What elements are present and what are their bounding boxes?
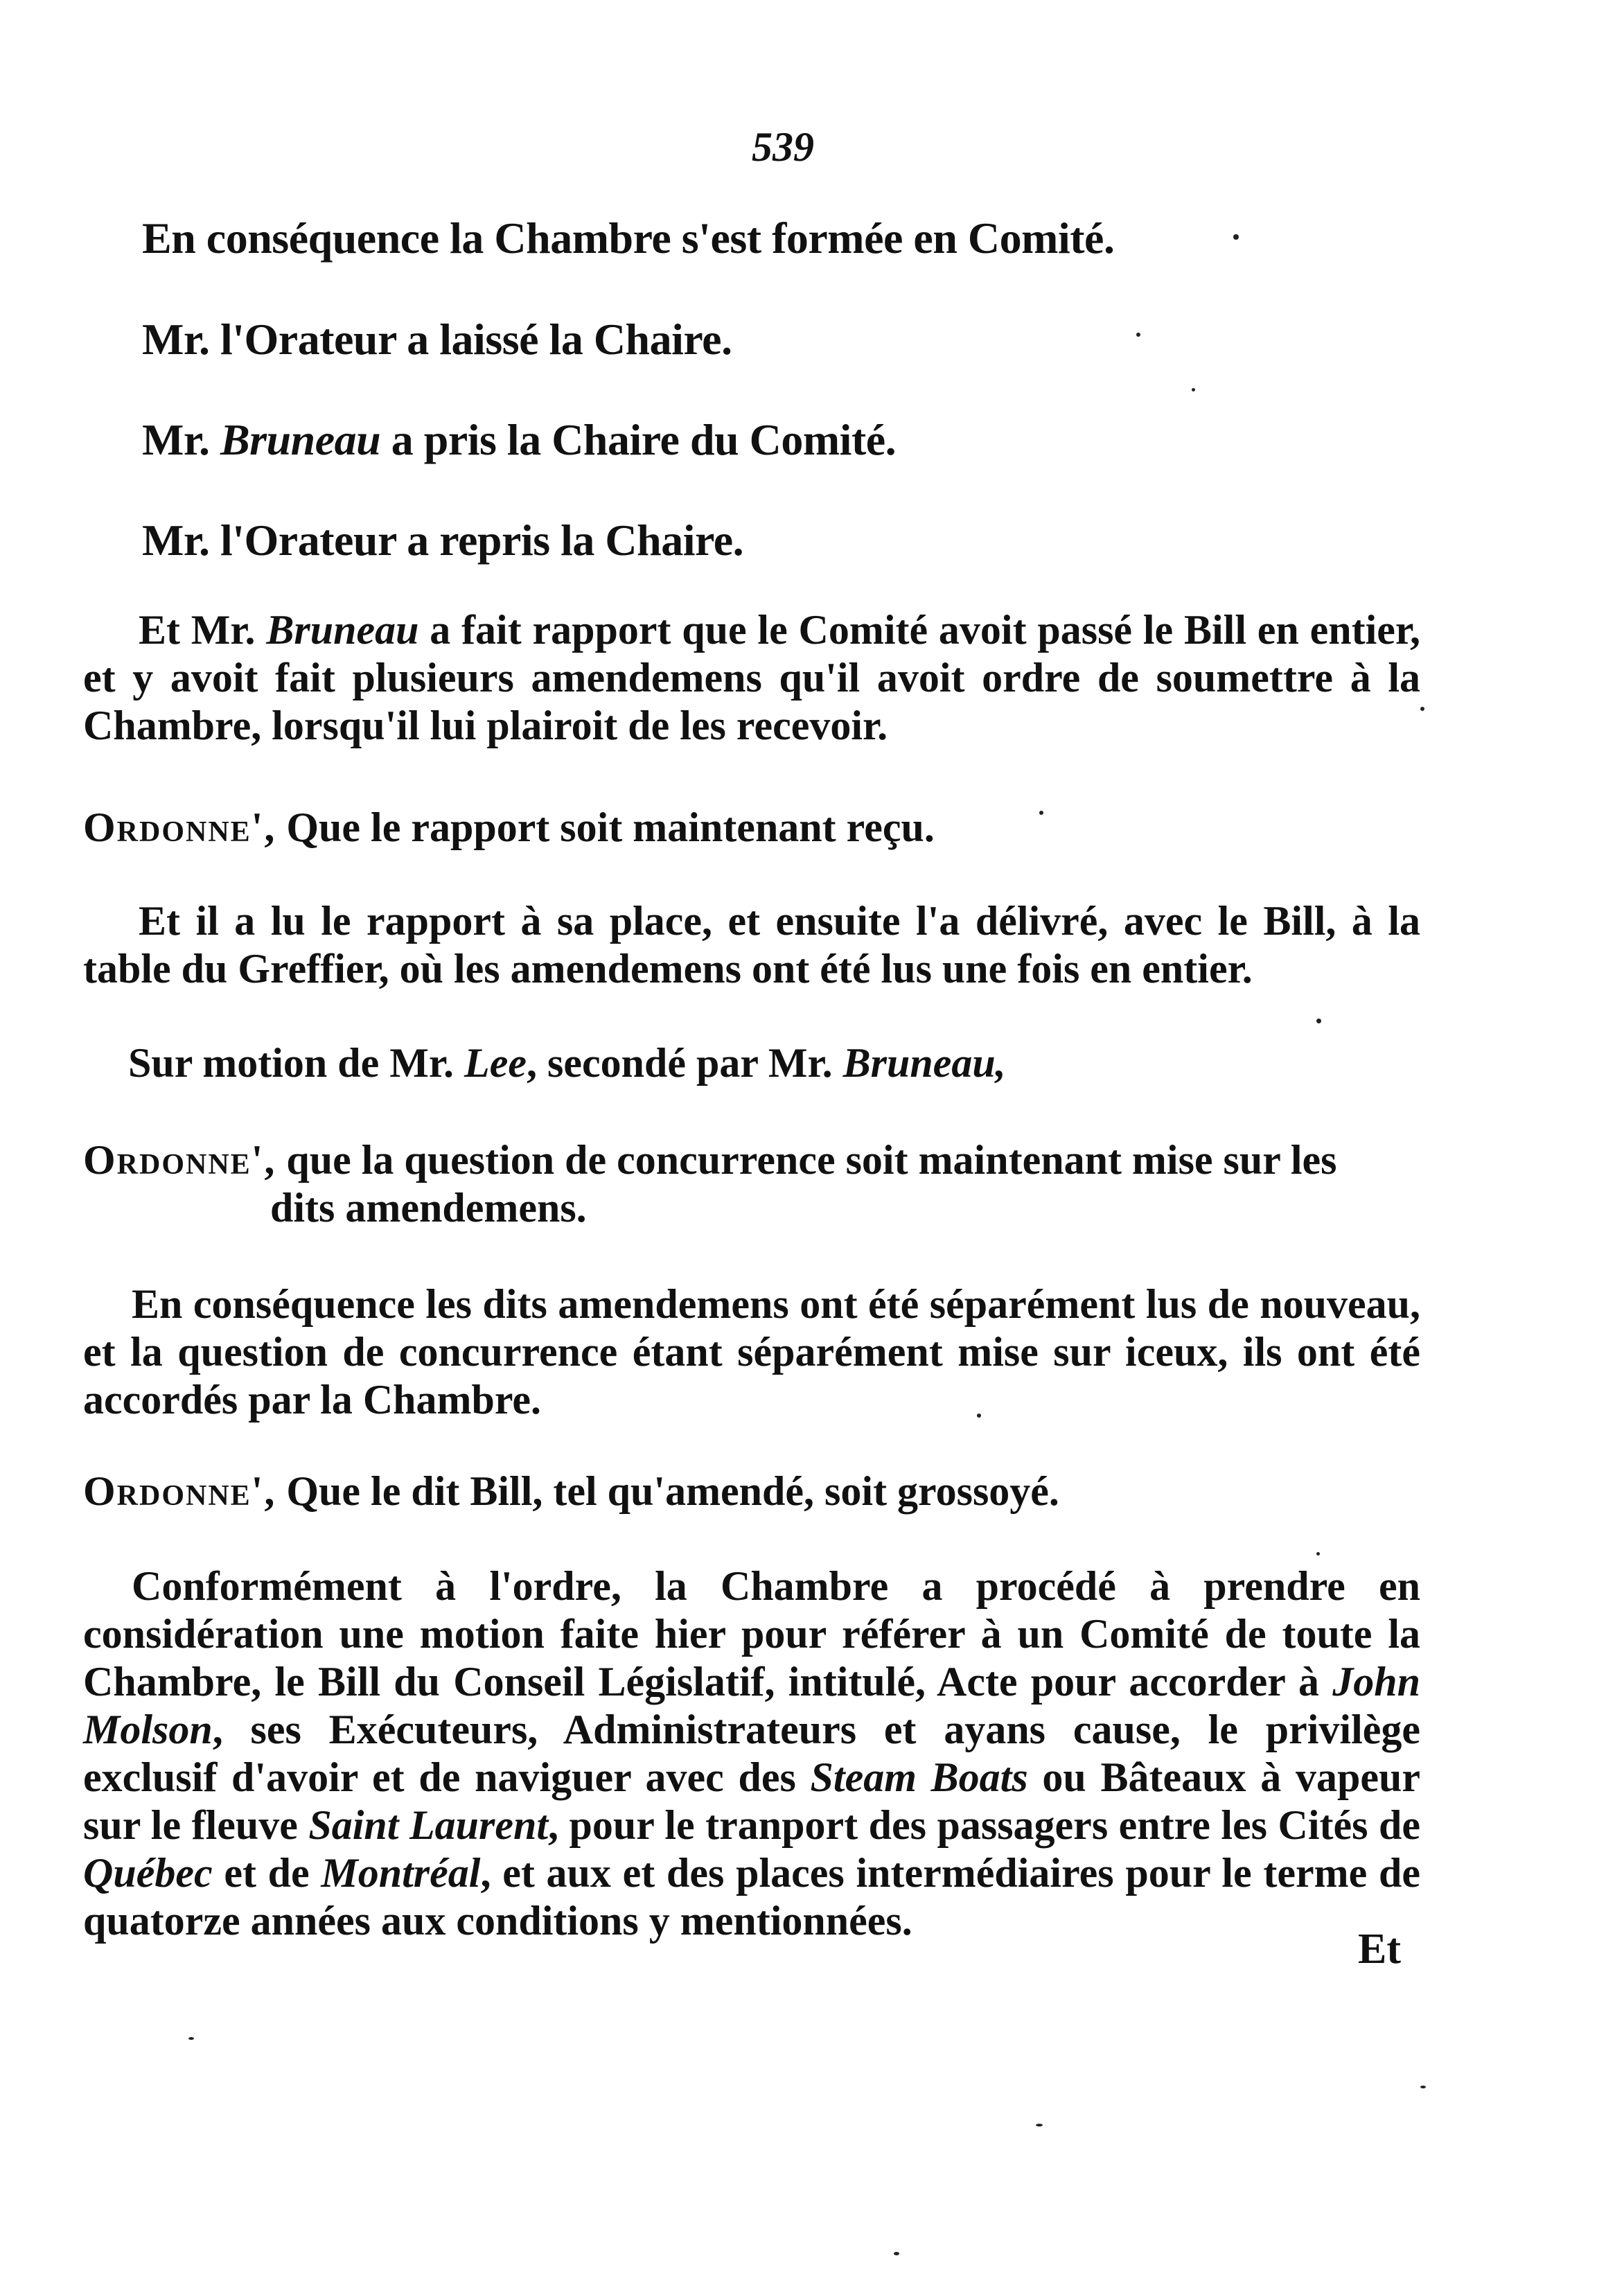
- scan-speck: [977, 1413, 981, 1418]
- scan-speck: [1192, 388, 1195, 391]
- scan-speck: [1316, 1019, 1321, 1023]
- line-comite-formed: En conséquence la Chambre s'est formée en Comité.: [142, 213, 1115, 263]
- scan-speck: [1316, 1552, 1320, 1556]
- paragraph-report-read: Et il a lu le rapport à sa place, et ensuite l'a délivré, avec le Bill, à la table du Greffier, où les amendemens ont été lus une fois en entier.: [83, 898, 1420, 992]
- scan-speck: [1136, 333, 1140, 337]
- paragraph-report: Et Mr. Bruneau a fait rapport que le Comité avoit passé le Bill en entier, et y avoit fait plusieurs amendemens qu'il avoit ordre de soumettre à la Chambre, lorsqu'il lui plairoit de les recevoir.: [83, 607, 1420, 748]
- order-question-concurrence: Ordonne', que la question de concurrence soit maintenant mise sur les dits amendemens.: [83, 1137, 1337, 1231]
- scan-speck: [188, 2037, 194, 2040]
- scan-speck: [1420, 2086, 1426, 2088]
- line-orateur-left-chair: Mr. l'Orateur a laissé la Chaire.: [142, 315, 732, 364]
- scan-speck: [1233, 234, 1239, 240]
- line-bruneau-took-chair: Mr. Bruneau a pris la Chaire du Comité.: [142, 415, 897, 464]
- order-bill-engrossed: Ordonne', Que le dit Bill, tel qu'amendé, soit grossoyé.: [83, 1468, 1059, 1514]
- scan-speck: [1420, 707, 1424, 711]
- line-orateur-resumed-chair: Mr. l'Orateur a repris la Chaire.: [142, 516, 744, 565]
- paragraph-molson-bill: Conformément à l'ordre, la Chambre a procédé à prendre en considération une motion faite hier pour référer à un Comité de toute la Chambre, le Bill du Conseil Législatif, intitulé, Acte pour accorder à John Molson, ses Exécuteurs, Administrateurs et ayans cause, le privilège exclusif d'avoir et de naviguer avec des Steam Boats ou Bâteaux à vapeur sur le fleuve Saint Laurent, pour le tranport des passagers entre les Cités de Québec et de Montréal, et aux et des places intermédiaires pour le terme de quatorze années aux conditions y mentionnées.: [83, 1563, 1420, 1944]
- scan-speck: [1036, 2124, 1043, 2126]
- catchword: Et: [1358, 1926, 1401, 1973]
- paragraph-amendments-agreed: En conséquence les dits amendemens ont été séparément lus de nouveau, et la question de concurrence étant séparément mise sur iceux, ils ont été accordés par la Chambre.: [83, 1281, 1420, 1423]
- paragraph-motion: Sur motion de Mr. Lee, secondé par Mr. Bruneau,: [128, 1040, 1006, 1086]
- page-number: 539: [752, 124, 814, 170]
- scan-speck: [894, 2252, 899, 2255]
- order-report-received: Ordonne', Que le rapport soit maintenant reçu.: [83, 804, 935, 850]
- scan-speck: [1039, 811, 1043, 815]
